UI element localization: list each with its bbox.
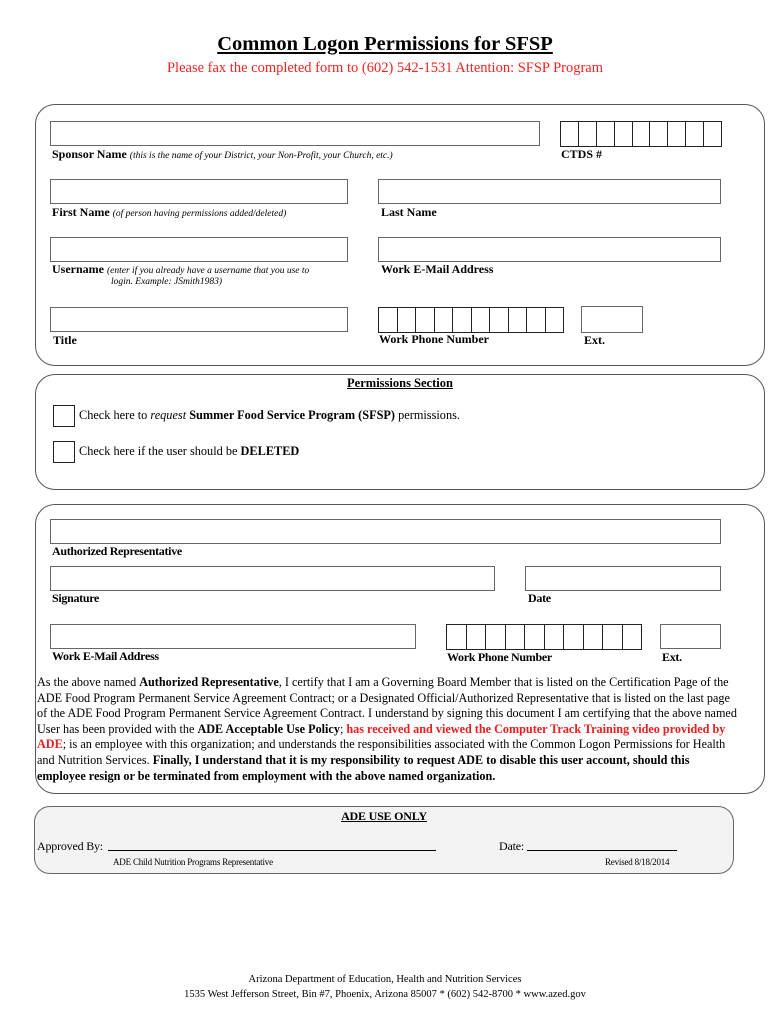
username-input[interactable] — [50, 237, 348, 262]
phone-cell[interactable] — [623, 625, 642, 649]
footer-address: 1535 West Jefferson Street, Bin #7, Phoenix, Arizona 85007 * (602) 542-8700 * www.azed.gov — [184, 989, 586, 1000]
phone-cell[interactable] — [467, 625, 487, 649]
first-name-label: First Name (of person having permissions added/deleted) — [52, 205, 287, 219]
delete-user-label: Check here if the user should be DELETED — [79, 444, 300, 458]
ade-date-label: Date: — [499, 839, 524, 853]
ctds-cell[interactable] — [704, 122, 721, 146]
signature-label: Signature — [52, 591, 100, 605]
permissions-section — [35, 374, 765, 490]
work-phone-label: Work Phone Number — [379, 332, 490, 346]
phone-cell[interactable] — [545, 625, 565, 649]
phone-cell[interactable] — [435, 308, 454, 332]
phone-cell[interactable] — [453, 308, 472, 332]
username-label: Username (enter if you already have a username that you use to — [52, 262, 310, 276]
ctds-cell[interactable] — [579, 122, 597, 146]
permissions-title: Permissions Section — [347, 376, 453, 390]
ade-use-only-box — [34, 806, 734, 874]
ext-input[interactable] — [581, 306, 643, 333]
auth-work-email-label: Work E-Mail Address — [52, 649, 159, 663]
phone-cell[interactable] — [564, 625, 584, 649]
request-sfsp-label: Check here to request Summer Food Service Program (SFSP) permissions. — [79, 408, 460, 422]
first-name-hint: (of person having permissions added/deleted) — [112, 209, 287, 219]
ade-use-only-title: ADE USE ONLY — [341, 809, 427, 823]
work-phone-input[interactable] — [378, 307, 564, 333]
ctds-cell[interactable] — [650, 122, 668, 146]
phone-cell[interactable] — [447, 625, 467, 649]
phone-cell[interactable] — [379, 308, 398, 332]
phone-cell[interactable] — [509, 308, 528, 332]
work-email-input[interactable] — [378, 237, 721, 262]
phone-cell[interactable] — [398, 308, 417, 332]
phone-cell[interactable] — [472, 308, 491, 332]
authorized-rep-label: Authorized Representative — [52, 544, 182, 558]
delete-user-checkbox[interactable] — [53, 441, 75, 463]
phone-cell[interactable] — [416, 308, 435, 332]
footer-org: Arizona Department of Education, Health and Nutrition Services — [248, 974, 522, 985]
date-input[interactable] — [525, 566, 721, 591]
signature-input[interactable] — [50, 566, 495, 591]
ade-date-line[interactable] — [527, 837, 677, 851]
approved-by-label: Approved By: — [37, 839, 103, 853]
username-hint: (enter if you already have a username that you use to — [106, 266, 310, 276]
approved-by-line[interactable] — [108, 837, 436, 851]
auth-work-phone-input[interactable] — [446, 624, 642, 650]
last-name-input[interactable] — [378, 179, 721, 204]
sponsor-name-input[interactable] — [50, 121, 540, 146]
ctds-label: CTDS # — [561, 147, 603, 161]
phone-cell[interactable] — [546, 308, 564, 332]
training-requirement: has received and viewed the Computer Track Training video provided by ADE — [37, 721, 726, 752]
last-name-label: Last Name — [381, 205, 437, 219]
authorized-rep-input[interactable] — [50, 519, 721, 544]
auth-ext-label: Ext. — [662, 650, 682, 664]
approved-by-sub-label: ADE Child Nutrition Programs Representative — [113, 857, 273, 867]
revised-date: Revised 8/18/2014 — [605, 857, 670, 867]
auth-work-phone-label: Work Phone Number — [447, 650, 552, 664]
phone-cell[interactable] — [525, 625, 545, 649]
ctds-cell[interactable] — [615, 122, 633, 146]
ctds-input[interactable] — [560, 121, 722, 147]
request-sfsp-checkbox[interactable] — [53, 405, 75, 427]
ctds-cell[interactable] — [668, 122, 686, 146]
form-title: Common Logon Permissions for SFSP — [217, 33, 553, 55]
phone-cell[interactable] — [584, 625, 604, 649]
sponsor-name-label: Sponsor Name (this is the name of your District, your Non-Profit, your Church, etc.) — [52, 147, 393, 161]
ctds-cell[interactable] — [597, 122, 615, 146]
fax-instructions: Please fax the completed form to (602) 542-1531 Attention: SFSP Program — [166, 60, 604, 76]
first-name-input[interactable] — [50, 179, 348, 204]
date-label: Date — [528, 591, 551, 605]
auth-ext-input[interactable] — [660, 624, 721, 649]
phone-cell[interactable] — [490, 308, 509, 332]
ctds-cell[interactable] — [686, 122, 704, 146]
ext-label: Ext. — [584, 333, 605, 347]
sponsor-name-hint: (this is the name of your District, your Non-Profit, your Church, etc.) — [129, 151, 393, 161]
ctds-cell[interactable] — [561, 122, 579, 146]
username-hint-line2: login. Example: JSmith1983) — [111, 277, 223, 287]
phone-cell[interactable] — [506, 625, 526, 649]
auth-work-email-input[interactable] — [50, 624, 416, 649]
title-input[interactable] — [50, 307, 348, 332]
ctds-cell[interactable] — [633, 122, 651, 146]
work-email-label: Work E-Mail Address — [381, 262, 494, 276]
title-label: Title — [53, 333, 77, 347]
phone-cell[interactable] — [486, 625, 506, 649]
phone-cell[interactable] — [527, 308, 546, 332]
phone-cell[interactable] — [603, 625, 623, 649]
certification-statement: As the above named Authorized Representative, I certify that I am a Governing Board Member that is listed on the Certification Page of the ADE Food Program Permanent Service Agreement Contract; or a Designated Official/Authorized Representative that is listed on the last page of the ADE Food Program Permanent Service Agreement Contract. I understand by signing this document I am certifying that the above named User has been provided with the ADE Acceptable Use Policy; has received and viewed the Computer Track Training video provided by ADE; is an employee with this organization; and understands the responsibilities associated with the Common Logon Permissions for Health and Nutrition Services. Finally, I understand that it is my responsibility to request ADE to disable this user account, should this employee resign or be terminated from employment with the above named organization. — [37, 675, 737, 783]
